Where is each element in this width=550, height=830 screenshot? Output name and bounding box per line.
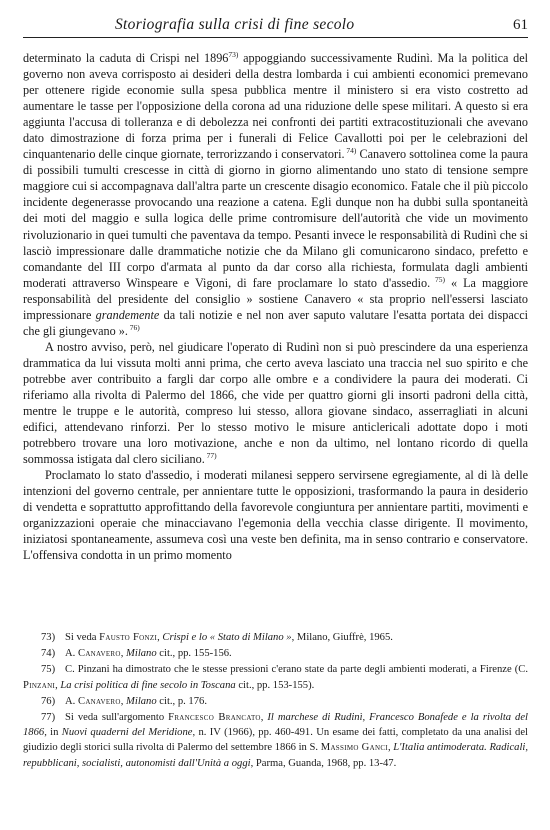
footnote-number: 75) (41, 664, 56, 676)
text-run: , n. IV (1966), pp. 460-491. Un esame dei fatti, completato da una analisi del giudizio degli storici sulla rivolta di Palermo del settembre 1866 in S. (23, 727, 529, 754)
text-run: Si veda (65, 632, 100, 643)
footnote-reference: 77) (204, 451, 217, 461)
text-run: , in (44, 727, 62, 739)
main-text (23, 50, 528, 564)
text-run: Canavero sottolinea come la paura di possibili tumulti crescesse in città di giorno in giorno alimentando uno stato di tensione sempre maggiore cui si accompagnava dall'altra parte un crescente disagio economico. Fatale che il più piccolo incidente degenerasse provocando una reazione a catena. Egli dunque non ha dubbi sulla spontaneità dei moti del maggio e sulla logica delle prime contromisure dell'autorità che vide un movimento rivoluzionario in quei tumulti che paventava da tempo. Pesanti invece le responsabilità di Rudinì che si lasciò impressionare dalle drammatiche notizie che da Milano gli comunicarono sindaco, prefetto e comandante del III corpo d'armata al punto da dar corso alla richiesta, formulata dagli ambienti moderati attraverso Winspeare e Vigoni, di fare proclamare lo stato d'assedio. (23, 147, 529, 290)
text-run: , (55, 679, 61, 691)
text-run: , (157, 632, 163, 643)
text-run: A nostro avviso, però, nel giudicare l'operato di Rudinì non si può prescindere da una esperienza drammatica da lui vissuta molti anni prima, che certo aveva lasciato una traccia nel suo spirito e che potrebbe aver contribuito a fargli dar corpo alle ombre e a condividere la paura dei moderati. Ci riferiamo alla rivolta di Palermo del 1866, che vide per quattro giorni gli insorti padroni della città, mentre le truppe e le autorità, compreso lui stesso, allora giovane sindaco, asserragliati in alcuni edifici, attendevano rinforzi. Per lo stesso motivo le misure anticlericali adottate dopo i moti potrebbero trovare una loro motivazione, anche e non da ultimo, nel lontano ricordo di quella sommossa istigata dal clero siciliano. (23, 339, 528, 467)
footnote-number: 76) (41, 695, 56, 707)
footnote (23, 662, 528, 692)
text-run: cit., pp. 153-155). (235, 679, 315, 691)
italic-text: La crisi politica di fine secolo in Toscana (60, 679, 236, 691)
footnote-number: 73) (41, 632, 56, 643)
footnote-number: 77) (41, 712, 56, 724)
footnote-reference: 76) (127, 322, 140, 332)
text-run: , (260, 712, 268, 724)
italic-text: Milano (126, 648, 157, 660)
text-run: da tali notizie e nel non aver saputo valutare l'esatta portata dei dispacci che gli giungevano ». (23, 307, 528, 338)
text-run: , Milano, Giuffrè, 1965. (291, 632, 393, 643)
footnote (23, 694, 528, 709)
text-run: , (120, 648, 127, 660)
text-run: cit., p. 176. (156, 695, 207, 707)
author-name: Francesco Brancato (168, 712, 261, 724)
footnote-reference: 74) (344, 146, 357, 156)
footnote-reference: 75) (430, 274, 445, 284)
footnote (23, 710, 528, 771)
author-name: Canavero (77, 695, 121, 707)
footnote-number: 74) (41, 648, 56, 660)
text-run: C. Pinzani ha dimostrato che le stesse pressioni c'erano state da parte degli ambienti moderati, a Firenze (C. (65, 664, 528, 676)
text-run: Si veda sull'argomento (65, 712, 169, 724)
author-name: Canavero (77, 648, 121, 660)
page-number: 61 (513, 17, 528, 33)
text-run: , (120, 695, 127, 707)
footnote (23, 646, 528, 661)
paragraph (23, 467, 528, 563)
text-run: Proclamato lo stato d'assedio, i moderati milanesi seppero servirsene egregiamente, al di là delle intenzioni del governo centrale, per annientare tutte le opposizioni, trasformando la paura in desiderio di vendetta e soprattutto approfittando della favorevole congiuntura per annientare partiti, movimenti e organizzazioni operaie che minacciavano l'egemonia della vecchia classe dirigente. Il movimento, iniziatosi spontaneamente, assumeva così una veste ben definita, ma in senso contrario e conservatore. L'offensiva condotta in un primo momento (23, 468, 528, 563)
running-header (23, 15, 528, 38)
text-run: , Parma, Guanda, 1968, pp. 13-47. (250, 757, 397, 769)
italic-text: Nuovi quaderni del Meridione (61, 727, 193, 739)
text-run: « La maggiore responsabilità del presidente del consiglio » sostiene Canavero « sta proprio nell'essersi lasciato impressionare (23, 275, 528, 322)
author-name: Pinzani (23, 679, 56, 691)
footnote-reference: 73) (228, 49, 239, 59)
author-name: Fausto Fonzi (99, 632, 158, 643)
text-run: appoggiando successivamente Rudinì. Ma la politica del governo non aveva corrisposto ai desideri della destra lombarda i cui ambienti economici premevano per ottenere rigide economie sulla spesa pubblica mentre il ministero si era visto costretto ad aumentare le tasse per l'opposizione della corona ad una riduzione delle spese militari. A questo si era aggiunta l'accusa di tolleranza e di debolezza nei confronti dei partiti extracostituzionali che avevano dato dimostrazione di forza prima per i funerali di Felice Cavallotti poi per le celebrazioni del cinquantenario delle cinque giornate, terrorizzando i conservatori. (23, 51, 528, 162)
footnote (23, 630, 528, 645)
running-title: Storiografia sulla crisi di fine secolo (115, 16, 355, 33)
footnotes (23, 630, 528, 772)
paragraph (23, 339, 528, 467)
text-run: determinato la caduta di Crispi nel 1896 (23, 51, 229, 65)
italic-text: Milano (126, 695, 157, 707)
text-run: A. (65, 648, 78, 660)
italic-text: L'Italia antimoderata. Radicali, repubblicani, socialisti, autonomisti dall'Unità a oggi (23, 742, 528, 769)
italic-text: Crispi e lo « Stato di Milano » (162, 632, 292, 643)
italic-text: Il marchese di Rudinì, Francesco Bonafede e la rivolta del 1866 (23, 712, 528, 739)
paragraph (23, 50, 528, 339)
italic-text: grandemente (95, 307, 160, 322)
text-run: cit., pp. 155-156. (156, 648, 232, 660)
author-name: Massimo Ganci (320, 742, 388, 754)
text-run: A. (65, 695, 78, 707)
text-run: , (387, 742, 394, 754)
